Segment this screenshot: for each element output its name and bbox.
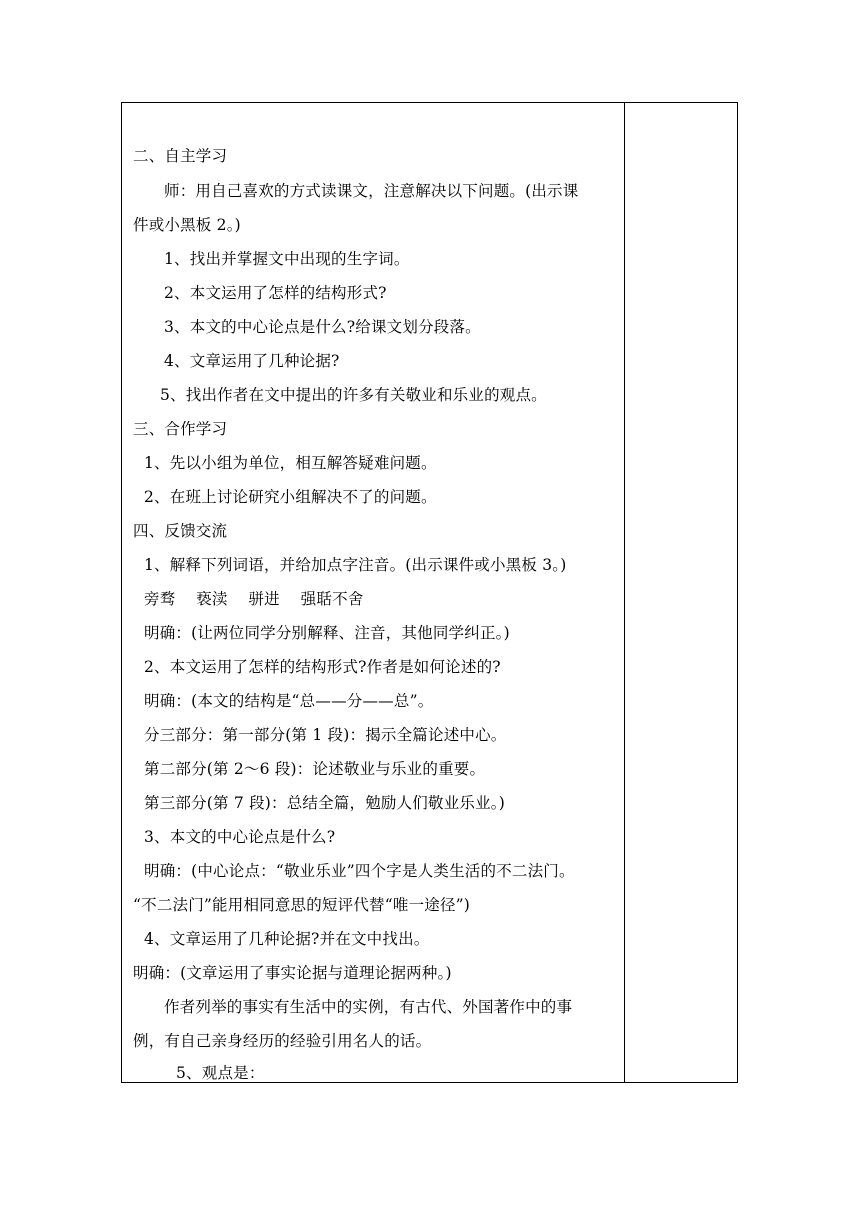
vocabulary-words: 旁骛 亵渎 骈进 强聒不舍	[144, 590, 364, 608]
teacher-instruction-line2: 件或小黑板 2。)	[133, 216, 241, 234]
answer-1: 明确：(让两位同学分别解释、注音，其他同学纠正。)	[144, 624, 510, 642]
answer-4: 明确：(文章运用了事实论据与道理论据两种。)	[133, 964, 452, 982]
heading-feedback: 四、反馈交流	[133, 522, 228, 540]
answer-3-line1: 明确：(中心论点：“敬业乐业”四个字是人类生活的不二法门。	[144, 862, 575, 880]
lesson-table	[121, 102, 738, 1083]
task-item-1: 1、找出并掌握文中出现的生字词。	[164, 250, 410, 268]
teacher-instruction-line1: 师：用自己喜欢的方式读课文，注意解决以下问题。(出示课	[164, 182, 579, 200]
task-item-5: 5、找出作者在文中提出的许多有关敬业和乐业的观点。	[160, 386, 547, 404]
answer-3-line2: “不二法门”能用相同意思的短评代替“唯一途径”)	[133, 896, 471, 914]
structure-part-2: 第二部分(第 2～6 段)：论述敬业与乐业的重要。	[144, 760, 486, 778]
coop-item-2: 2、在班上讨论研究小组解决不了的问题。	[144, 488, 437, 506]
evidence-line1: 作者列举的事实有生活中的实例，有古代、外国著作中的事	[164, 998, 573, 1016]
feedback-item-2: 2、本文运用了怎样的结构形式?作者是如何论述的?	[144, 658, 501, 676]
task-item-4: 4、文章运用了几种论据?	[164, 352, 340, 370]
heading-cooperative-study: 三、合作学习	[133, 420, 228, 438]
column-divider	[624, 103, 625, 1082]
lesson-content-cell	[122, 103, 624, 1082]
task-item-3: 3、本文的中心论点是什么?给课文划分段落。	[164, 318, 481, 336]
feedback-item-1: 1、解释下列词语，并给加点字注音。(出示课件或小黑板 3。)	[144, 556, 567, 574]
answer-2: 明确：(本文的结构是“总——分——总”。	[144, 692, 434, 710]
feedback-item-4: 4、文章运用了几种论据?并在文中找出。	[144, 930, 430, 948]
feedback-item-5: 5、观点是：	[176, 1064, 265, 1082]
coop-item-1: 1、先以小组为单位，相互解答疑难问题。	[144, 454, 437, 472]
feedback-item-3: 3、本文的中心论点是什么?	[144, 828, 336, 846]
heading-self-study: 二、自主学习	[133, 147, 228, 165]
structure-part-3: 第三部分(第 7 段)：总结全篇，勉励人们敬业乐业。)	[144, 794, 506, 812]
task-item-2: 2、本文运用了怎样的结构形式?	[164, 284, 387, 302]
structure-part-overview: 分三部分：第一部分(第 1 段)：揭示全篇论述中心。	[144, 726, 507, 744]
evidence-line2: 例，有自己亲身经历的经验引用名人的话。	[133, 1032, 432, 1050]
